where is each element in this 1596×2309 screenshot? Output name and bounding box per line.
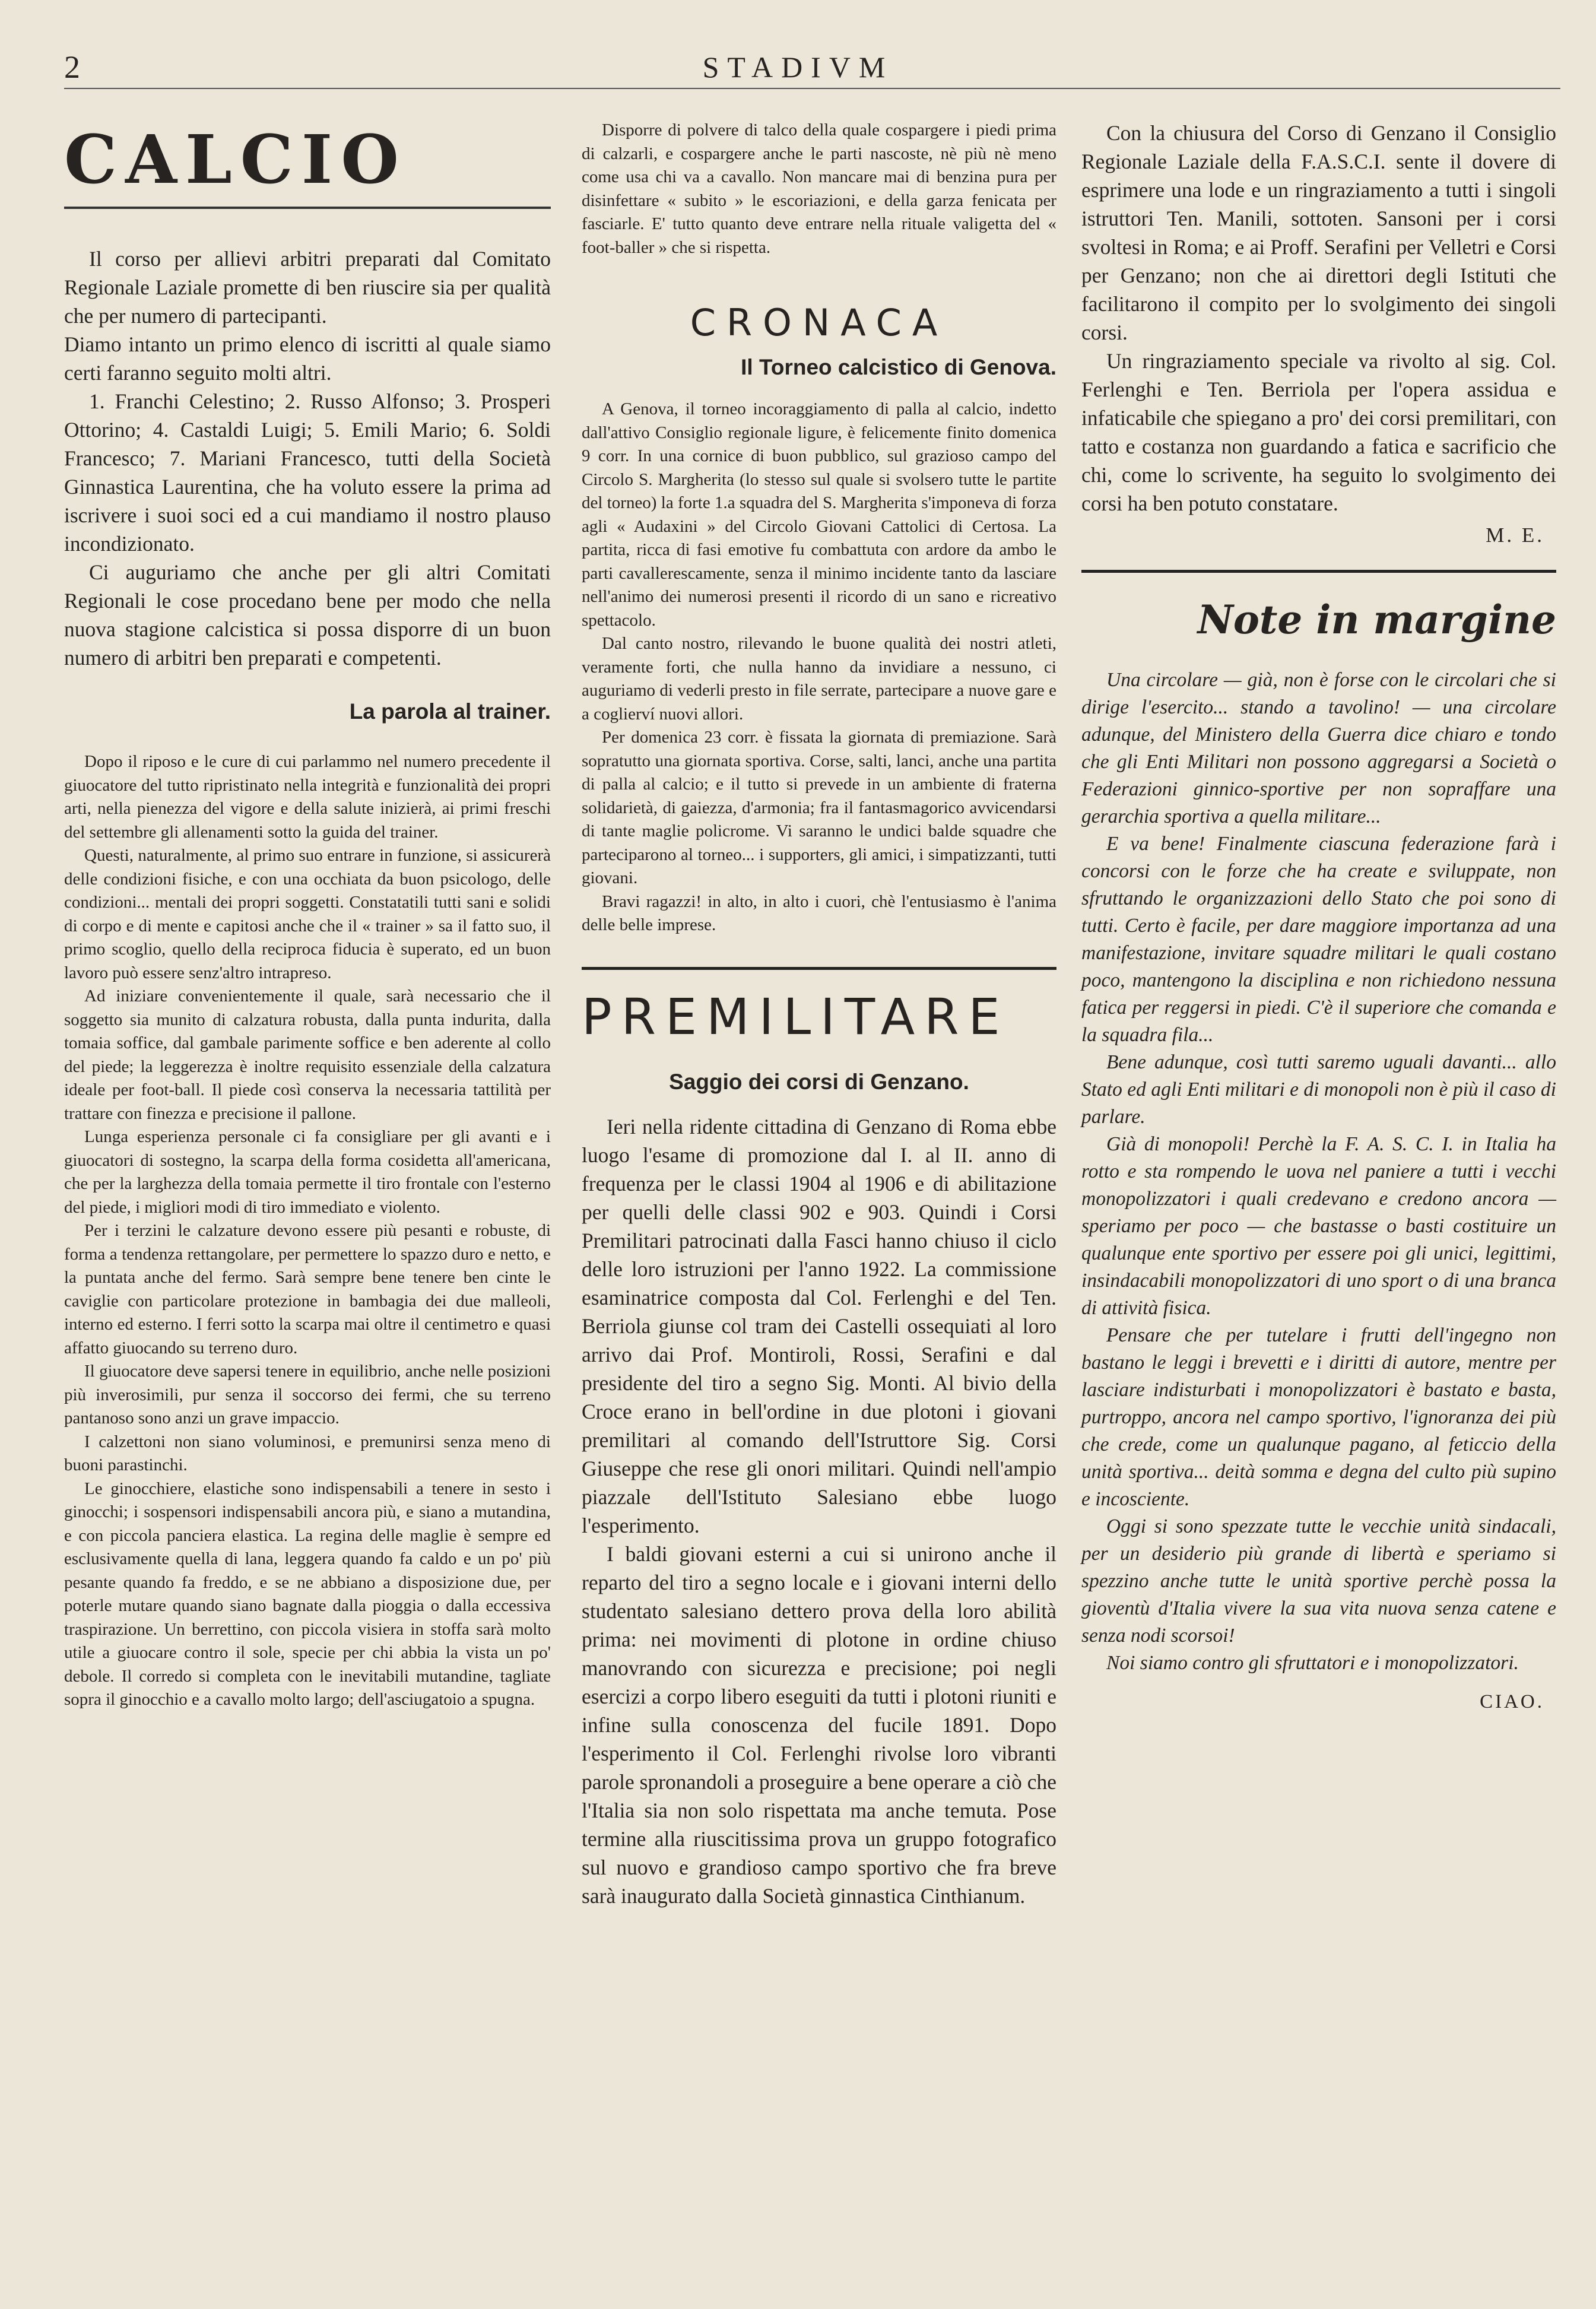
trainer-p6: Il giuocatore deve sapersi tenere in equilibrio, anche nelle posizioni più inverosimili, pur senza il soccorso dei fermi, che su terreno pantanoso sono anzi un grave impaccio. [64, 1362, 551, 1428]
trainer-p1: Dopo il riposo e le cure di cui parlammo nel numero precedente il giuocatore del tutto ripristinato nella integrità e funzionalità dei propri arti, nella pienezza del vigore e della salute inizierà, ai primi freschi del settembre gli allenamenti sotto la guida del trainer. [64, 752, 551, 842]
cronaca-title: CRONACA [690, 301, 948, 344]
trainer-heading: La parola al trainer. [349, 699, 551, 724]
calcio-intro-p4: Ci auguriamo che anche per gli altri Comitati Regionali le cose procedano bene per modo che nella nuova stagione calcistica si possa disporre di un buon numero di arbitri ben preparati e competenti. [64, 560, 551, 670]
note-p3: Bene adunque, così tutti saremo uguali davanti... allo Stato ed agli Enti militari e di monopoli non è più il caso di parlare. [1081, 1051, 1556, 1128]
calcio-intro-p1: Il corso per allievi arbitri preparati dal Comitato Regionale Laziale promette di ben riuscire sia per qualità che per numero di partecipanti. [64, 247, 551, 328]
trainer-p2: Questi, naturalmente, al primo suo entrare in funzione, si assicurerà delle condizioni fisiche, e con una occhiata da buon psicologo, delle condizioni... mentali dei propri soggetti. Constatatili tutti sani e solidi di corpo e di mente e capitosi anche che il « trainer » sa il fatto suo, il primo scoglio, quello della reciproca fiducia è superato, ed un buon lavoro può essere senz'altro intrapreso. [64, 846, 551, 982]
trainer-p7: I calzettoni non siano voluminosi, e premunirsi senza meno di buoni parastinchi. [64, 1432, 551, 1474]
cronaca-rule [582, 967, 1056, 970]
trainer-p3: Ad iniziare convenientemente il quale, sarà necessario che il soggetto sia munito di calzatura robusta, dalla punta indurita, dalla tomaia soffice, dal gambale parimente soffice e ben aderente al collo del piede; la leggerezza è inoltre requisito essenziale della calzatura ideale per foot-ball. Il piede così conserva la necessaria tattilità per trattare con finezza e precisione il pallone. [64, 987, 551, 1123]
cronaca-heading: Il Torneo calcistico di Genova. [741, 355, 1056, 379]
note-title: Note in margine [1197, 597, 1556, 643]
note-p2: E va bene! Finalmente ciascuna federazione farà i concorsi con le forze che ha create e sviluppate, non sfruttando le organizzazioni dello Stato che poi sono di tutti. Certo è facile, per dare maggiore importanza ad una manifestazione, invitare squadre militari le quali costano poco, mantengono la disciplina e non richiedono nessuna fatica per reggersi in piedi. C'è il superiore che comanda e la squadra fila... [1081, 833, 1556, 1046]
page-number: 2 [64, 49, 80, 85]
calcio-intro-p2: Diamo intanto un primo elenco di iscritti al quale siamo certi faranno seguito molti altri. [64, 332, 551, 385]
calcio-intro-p3: 1. Franchi Celestino; 2. Russo Alfonso; 3. Prosperi Ottorino; 4. Castaldi Luigi; 5. Emili Mario; 6. Soldi Francesco; 7. Mariani Francesco, tutti della Società Ginnastica Laurentina, che ha voluto essere la prima ad iscrivere i suoi soci ed a cui mandiamo il nostro plauso incondizionato. [64, 389, 551, 556]
masthead: STADIVM [702, 50, 894, 84]
column-2 [582, 119, 1056, 1910]
premilitare-heading: Saggio dei corsi di Genzano. [669, 1069, 969, 1094]
cronaca-p2: Dal canto nostro, rilevando le buone qualità dei nostri atleti, veramente forti, che nulla hanno da invidiare a nessuno, ci auguriamo di vederli presto in file serrate, partecipare a nuove gare e a coglierví nuovi allori. [582, 634, 1056, 724]
trainer-p5: Per i terzini le calzature devono essere più pesanti e robuste, di forma a tendenza rettangolare, per permettere lo spazzo duro e netto, e la puntata anche del fermo. Sarà sempre bene tenere ben cinte le caviglie con particolare protezione in bambagia dei due malleoli, interno ed esterno. I ferri sotto la scarpa mai oltre il centimetro e quasi affatto giuocando su terreno duro. [64, 1221, 551, 1358]
calcio-title: CALCIO [64, 121, 407, 199]
cronaca-p4: Bravi ragazzi! in alto, in alto i cuori, chè l'entusiasmo è l'anima delle belle imprese. [582, 892, 1056, 934]
premilitare-p2: I baldi giovani esterni a cui si unirono anche il reparto del tiro a segno locale e i giovani interni dello studentato salesiano dettero prova della loro abilità prima: nei movimenti di plotone in ordine chiuso manovrando con sicurezza e precisione; poi negli esercizi a corpo libero eseguiti da tutti i plotoni riuniti e infine sulla conoscenza del fucile 1891. Dopo l'esperimento il Col. Ferlenghi rivolse loro vibranti parole spronandoli a proseguire a bene operare a ciò che l'Italia sia non solo rispettata ma anche temuta. Pose termine alla riuscitissima prova un gruppo fotografico sul nuovo e grandioso campo sportivo che fra breve sarà inaugurato dalla Società ginnastica Cinthianum. [582, 1542, 1056, 1908]
column-1 [64, 119, 551, 1712]
premilitare-rule [1081, 570, 1556, 573]
trainer-p8: Le ginocchiere, elastiche sono indispensabili a tenere in sesto i ginocchi; i sospensori indispensabili ancora più, e siano a mutandina, e con piccola panciera elastica. La regina delle maglie è sempre ed esclusivamente quella di lana, leggera quando fa caldo e un po' più pesante quando fa freddo, e se ne abbiano a disposizione due, per poterle mutare quando siano bagnate dalla pioggia o dalla eccessiva traspirazione. Un berrettino, con piccola visiera in stoffa sarà molto utile a giuocare contro il sole, specie per chi abbia la vista un po' debole. Il corredo si completa con le inevitabili mutandine, tagliate sopra il ginocchio e a cavallo molto largo; dell'asciugatoio a spugna. [64, 1479, 551, 1709]
note-p6: Oggi si sono spezzate tutte le vecchie unità sindacali, per un desiderio più grande di libertà e speriamo si spezzino anche tutte le unità sportive perchè possa la gioventù d'Italia vivere la sua vita nuova senza catene e senza nodi scorsoi! [1081, 1515, 1556, 1647]
cronaca-p3: Per domenica 23 corr. è fissata la giornata di premiazione. Sarà sopratutto una giornata sportiva. Corse, salti, lanci, anche una partita di palla al calcio; e il tutto si prevede in un ambiente di fraterna solidarietà, di gaiezza, d'armonia; fra il fantasmagorico avvicendarsi di tante maglie policrome. Vi saranno le undici balde squadre che parteciparono al torneo... i supporters, gli amici, i simpatizzanti, tutti giovani. [582, 728, 1056, 887]
note-p1: Una circolare — già, non è forse con le circolari che si dirige l'esercito... stando a tavolino! — una circolare adunque, del Ministero della Guerra dice chiaro e tondo che gli Enti Militari non possono aggregarsi a Società o Federazioni ginnico-sportive per non sopraffare una gerarchia sportiva a quella militare... [1081, 669, 1556, 827]
note-p5: Pensare che per tutelare i frutti dell'ingegno non bastano le leggi i brevetti e i diritti di autore, mentre per lasciare indisturbati i monopolizzatori è bastato e basta, purtroppo, ancora nel campo sportivo, l'ignoranza dei più che crede, come un qualunque pagano, al feticcio della unità sportiva... deità somma e degna del culto più supino e incosciente. [1081, 1324, 1556, 1510]
cronaca-p1: A Genova, il torneo incoraggiamento di palla al calcio, indetto dall'attivo Consiglio regionale ligure, è felicemente finito domenica 9 corr. In una cornice di buon pubblico, sul grazioso campo del Circolo S. Margherita (lo stesso sul quale si svolsero tutte le partite del torneo) la forte 1.a squadra del S. Margherita s'imponeva di forza agli « Audaxini » del Circolo Giovani Cattolici di Certosa. La partita, ricca di fasi emotive fu combattuta con ardore da ambo le parti cavallerescamente, senza il minimo incidente tanto da lasciare nell'animo dei numerosi presenti il ricordo di un sano e ricreativo spettacolo. [582, 399, 1056, 630]
premilitare-p4: Un ringraziamento speciale va rivolto al sig. Col. Ferlenghi e Ten. Berriola per l'opera assidua e infaticabile che spiegano a pro' dei corsi premilitari, con tatto e costanza non guardando a fatica e sacrificio che chi, come lo scrivente, ha seguito lo svolgimento dei corsi ha ben potuto constatare. [1081, 349, 1556, 515]
premilitare-p1: Ieri nella ridente cittadina di Genzano di Roma ebbe luogo l'esame di promozione dal I. al II. anno di frequenza per le classi 1904 al 1906 e di abilitazione per quelli delle classi 902 e 903. Quindi i Corsi Premilitari patrocinati dalla Fasci hanno chiuso il ciclo delle loro istruzioni per l'anno 1922. La commissione esaminatrice composta dal Col. Ferlenghi e del Ten. Berriola giunse col tram dei Castelli ossequiati al loro arrivo dai Prof. Montiroli, Rossi, Serafini e dal presidente del tiro a segno Sig. Monti. Al bivio della Croce erano in bell'ordine in due plotoni i giovani premilitari al comando dell'Istruttore Sig. Corsi Giuseppe che rese gli onori militari. Quindi nell'ampio piazzale dell'Istituto Salesiano ebbe luogo l'esperimento. [582, 1114, 1056, 1537]
note-p7: Noi siamo contro gli sfruttatori e i monopolizzatori. [1106, 1652, 1519, 1674]
premilitare-signature: M. E. [1486, 524, 1544, 547]
header-rule [64, 88, 1560, 89]
note-signature: CIAO. [1480, 1691, 1544, 1712]
premilitare-title: PREMILITARE [582, 987, 1010, 1046]
calcio-rule [64, 207, 551, 209]
column-3 [1081, 119, 1556, 1713]
premilitare-p3: Con la chiusura del Corso di Genzano il Consiglio Regionale Laziale della F.A.S.C.I. sente il dovere di esprimere una lode e un ringraziamento a tutti i singoli istruttori Ten. Manili, sottoten. Sansoni per i corsi svoltesi in Roma; e ai Proff. Serafini per Velletri e Corsi per Genzano; non che ai direttori degli Istituti che facilitarono il compito per lo svolgimento dei singoli corsi. [1081, 121, 1556, 344]
note-p4: Già di monopoli! Perchè la F. A. S. C. I. in Italia ha rotto e sta rompendo le uova nel paniere a tutti i vecchi monopolizzatori i quali credevano e credono ancora — speriamo per poco — che bastasse o basti costituire un qualunque ente sportivo per essere poi gli unici, legittimi, insindacabili monopolizzatori di uno sport o di una branca di attività fisica. [1081, 1133, 1556, 1319]
trainer-p4: Lunga esperienza personale ci fa consigliare per gli avanti e i giuocatori di sostegno, la scarpa della forma cosidetta all'americana, che per la larghezza della tomaia permette il tiro frontale con l'esterno del piede, i migliori modi di tiro immediato e violento. [64, 1127, 551, 1217]
trainer-continuation: Disporre di polvere di talco della quale cospargere i piedi prima di calzarli, e cospargere anche le parti nascoste, nè più nè meno come usa chi va a cavallo. Non mancare mai di benzina pura per disinfettare « subito » le escoriazioni, e della garza fenicata per fasciarle. E' tutto quanto deve entrare nella rituale valigetta del « foot-baller » che si rispetta. [582, 120, 1056, 257]
